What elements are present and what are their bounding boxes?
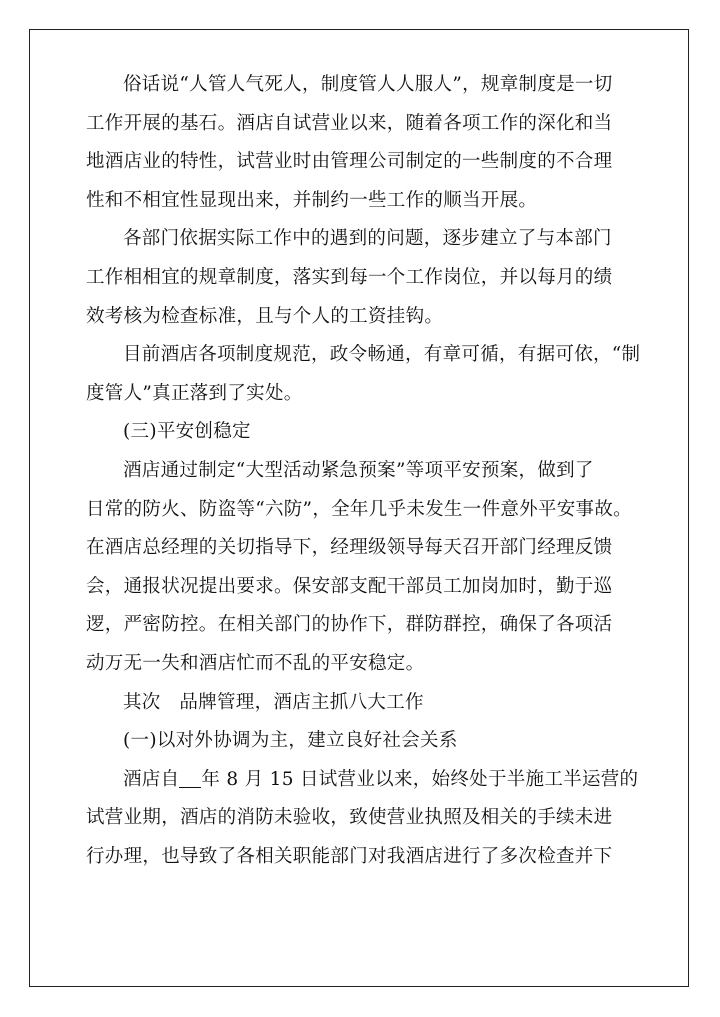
paragraph-line: 效考核为检查标准，且与个人的工资挂钩。: [86, 305, 444, 327]
paragraph-line: 性和不相宜性显现出来，并制约一些工作的顺当开展。: [86, 189, 538, 211]
year-blank: [179, 769, 201, 788]
paragraph-line: 酒店通过制定“大型活动紧急预案”等项平安预案，做到了: [123, 459, 594, 481]
paragraph-line: 俗话说“人管人气死人，制度管人人服人”，规章制度是一切: [123, 74, 613, 95]
paragraph-line: 试营业期，酒店的消防未验收，致使营业执照及相关的手续未进: [86, 807, 613, 829]
section-heading: (三)平安创稳定: [123, 421, 251, 443]
paragraph-line: [86, 761, 638, 800]
line-rest-text: 年 8 月 15 日试营业以来，始终处于半施工半运营的: [201, 768, 639, 790]
paragraph-line: 动万无一失和酒店忙而不乱的平安稳定。: [86, 652, 425, 674]
section-heading: (一)以对外协调为主，建立良好社会关系: [123, 730, 458, 752]
paragraph-line: 行办理，也导致了各相关职能部门对我酒店进行了多次检查并下: [86, 845, 613, 867]
line-start-text: 酒店自: [123, 768, 180, 790]
paragraph-line: 在酒店总经理的关切指导下，经理级领导每天召开部门经理反馈: [86, 537, 613, 559]
paragraph-line: 各部门依据实际工作中的遇到的问题，逐步建立了与本部门: [123, 228, 612, 250]
section-heading: 其次 品牌管理，酒店主抓八大工作: [123, 691, 424, 713]
paragraph-line: 度管人”真正落到了实处。: [86, 382, 303, 404]
paragraph-line: 工作相相宜的规章制度，落实到每一个工作岗位，并以每月的绩: [86, 266, 613, 288]
paragraph-line: 工作开展的基石。酒店自试营业以来，随着各项工作的深化和当: [86, 112, 613, 134]
paragraph-line: 日常的防火、防盗等“六防”，全年几乎未发生一件意外平安事故。: [86, 498, 632, 520]
paragraph-line: 会，通报状况提出要求。保安部支配干部员工加岗加时，勤于巡: [86, 575, 613, 597]
document-body: [86, 66, 641, 876]
paragraph-line: 逻，严密防控。在相关部门的协作下，群防群控，确保了各项活: [86, 614, 613, 636]
paragraph-line: 目前酒店各项制度规范，政令畅通，有章可循，有据可依，“制: [123, 344, 641, 366]
paragraph-line: 地酒店业的特性，试营业时由管理公司制定的一些制度的不合理: [86, 151, 613, 173]
